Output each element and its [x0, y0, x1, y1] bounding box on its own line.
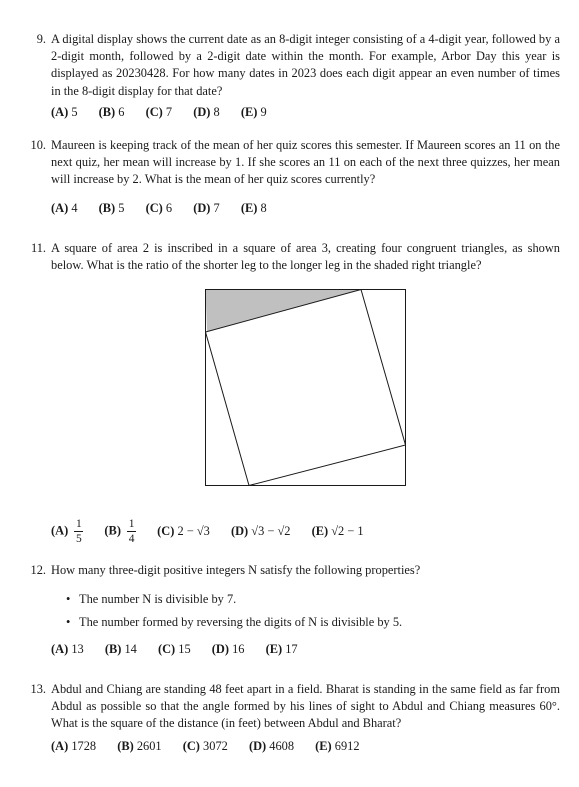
- list-item: • The number N is divisible by 7.: [66, 592, 237, 606]
- problem-9: [24, 31, 560, 100]
- choice-b: (B) $\frac{1}{4}$: [104, 518, 135, 545]
- problem-text: Maureen is keeping track of the mean of her quiz scores this semester. If Maureen scores an 11 on the next quiz, her mean will increase by 1. If she scores an 11 on each of the next three quizzes, her mean will increase by 2. What is the mean of her quiz scores currently?: [51, 138, 560, 187]
- choice-b: (B) 2601: [117, 738, 162, 753]
- choice-d: (D) 8: [193, 104, 220, 119]
- problem-text: A square of area 2 is inscribed in a square of area 3, creating four congruent triangles, as shown below. What is the ratio of the shorter leg to the longer leg in the shaded right triangle?: [51, 241, 560, 273]
- choice-a: (A) $\frac{1}{5}$: [51, 518, 82, 545]
- answer-choices-13: [51, 738, 378, 754]
- choice-b: (B) 5: [98, 200, 125, 215]
- choice-a: (A) 13: [51, 641, 84, 656]
- choice-c: (C) 2 − √3: [157, 524, 210, 538]
- choice-a: (A) 1728: [51, 738, 97, 753]
- problem-text: A digital display shows the current date as an 8-digit integer consisting of a 4-digit year, followed by a 2-digit month, followed by a 2-digit date within the month. For example, Arbor Day this year is displayed as 20230428. For how many dates in 2023 does each digit appear an even number of times in the 8-digit display for that date?: [51, 32, 560, 98]
- answer-choices-9: [51, 104, 285, 120]
- choice-e: (E) 17: [265, 641, 298, 656]
- choice-a: (A) 4: [51, 200, 78, 215]
- property-list: [66, 591, 403, 637]
- choice-b: (B) 6: [98, 104, 125, 119]
- choice-d: (D) √3 − √2: [230, 524, 291, 538]
- problem-number: 10.: [30, 138, 46, 152]
- answer-choices-10: [51, 200, 285, 216]
- fraction: $\frac{1}{5}$: [75, 518, 82, 545]
- answer-choices-12: [51, 641, 316, 657]
- inscribed-squares-figure: [205, 289, 406, 486]
- problem-13: [24, 681, 560, 733]
- answer-choices-11: [51, 518, 382, 545]
- choice-e: (E) √2 − 1: [311, 524, 364, 538]
- problem-11: [24, 240, 560, 274]
- choice-c: (C) 7: [145, 104, 173, 119]
- problem-10: [24, 137, 560, 189]
- fraction: $\frac{1}{4}$: [128, 518, 135, 545]
- choice-c: (C) 3072: [182, 738, 228, 753]
- choice-c: (C) 6: [145, 200, 173, 215]
- problem-number: 13.: [30, 682, 46, 696]
- problem-number: 11.: [30, 241, 46, 255]
- problem-12: [24, 562, 560, 579]
- choice-c: (C) 15: [157, 641, 191, 656]
- problem-text: Abdul and Chiang are standing 48 feet apart in a field. Bharat is standing in the same field as far from Abdul as possible so that the angle formed by his lines of sight to Abdul and Chiang measures 60°. What is the square of the distance (in feet) between Abdul and Bharat?: [51, 682, 560, 731]
- choice-d: (D) 16: [211, 641, 245, 656]
- choice-a: (A) 5: [51, 104, 78, 119]
- problem-number: 9.: [36, 32, 46, 46]
- choice-e: (E) 6912: [315, 738, 360, 753]
- problem-text: How many three-digit positive integers N satisfy the following properties?: [51, 563, 421, 577]
- choice-e: (E) 8: [240, 200, 267, 215]
- list-item: • The number formed by reversing the digits of N is divisible by 5.: [66, 615, 403, 629]
- choice-b: (B) 14: [104, 641, 137, 656]
- choice-e: (E) 9: [240, 104, 267, 119]
- problem-number: 12.: [30, 563, 46, 577]
- choice-d: (D) 4608: [248, 738, 295, 753]
- choice-d: (D) 7: [193, 200, 220, 215]
